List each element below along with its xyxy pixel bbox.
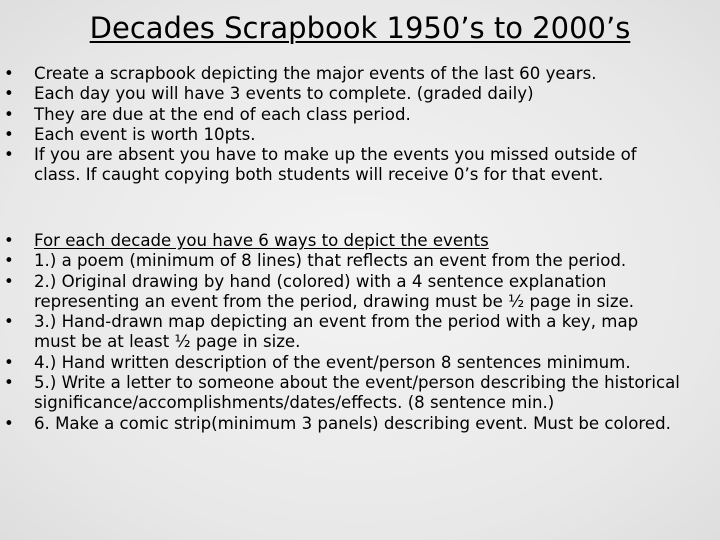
list-heading-text: For each decade you have 6 ways to depict the events (34, 231, 489, 250)
list-item: • 2.) Original drawing by hand (colored) with a 4 sentence explanation representing an event from the period, drawing must be ½ page in size. (0, 272, 684, 313)
list-item: • 3.) Hand-drawn map depicting an event from the period with a key, map must be at least ½ page in size. (0, 312, 684, 353)
list-heading (0, 231, 684, 251)
depiction-options-list (0, 231, 684, 434)
list-item: • Each event is worth 10pts. (0, 125, 684, 145)
rules-list (0, 64, 684, 186)
list-item: • 4.) Hand written description of the event/person 8 sentences minimum. (0, 353, 684, 373)
list-item: • 6. Make a comic strip(minimum 3 panels) describing event. Must be colored. (0, 414, 684, 434)
list-item: • 5.) Write a letter to someone about the event/person describing the historical significance/accomplishments/dates/effects. (8 sentence min.) (0, 373, 684, 414)
slide-title: Decades Scrapbook 1950’s to 2000’s (89, 11, 631, 45)
list-item: • 1.) a poem (minimum of 8 lines) that reflects an event from the period. (0, 251, 684, 271)
list-item: • Create a scrapbook depicting the major events of the last 60 years. (0, 64, 684, 84)
list-item: • Each day you will have 3 events to complete. (graded daily) (0, 84, 684, 104)
list-item: • If you are absent you have to make up the events you missed outside of class. If caught copying both students will receive 0’s for that event. (0, 145, 684, 186)
list-item: • They are due at the end of each class period. (0, 105, 684, 125)
